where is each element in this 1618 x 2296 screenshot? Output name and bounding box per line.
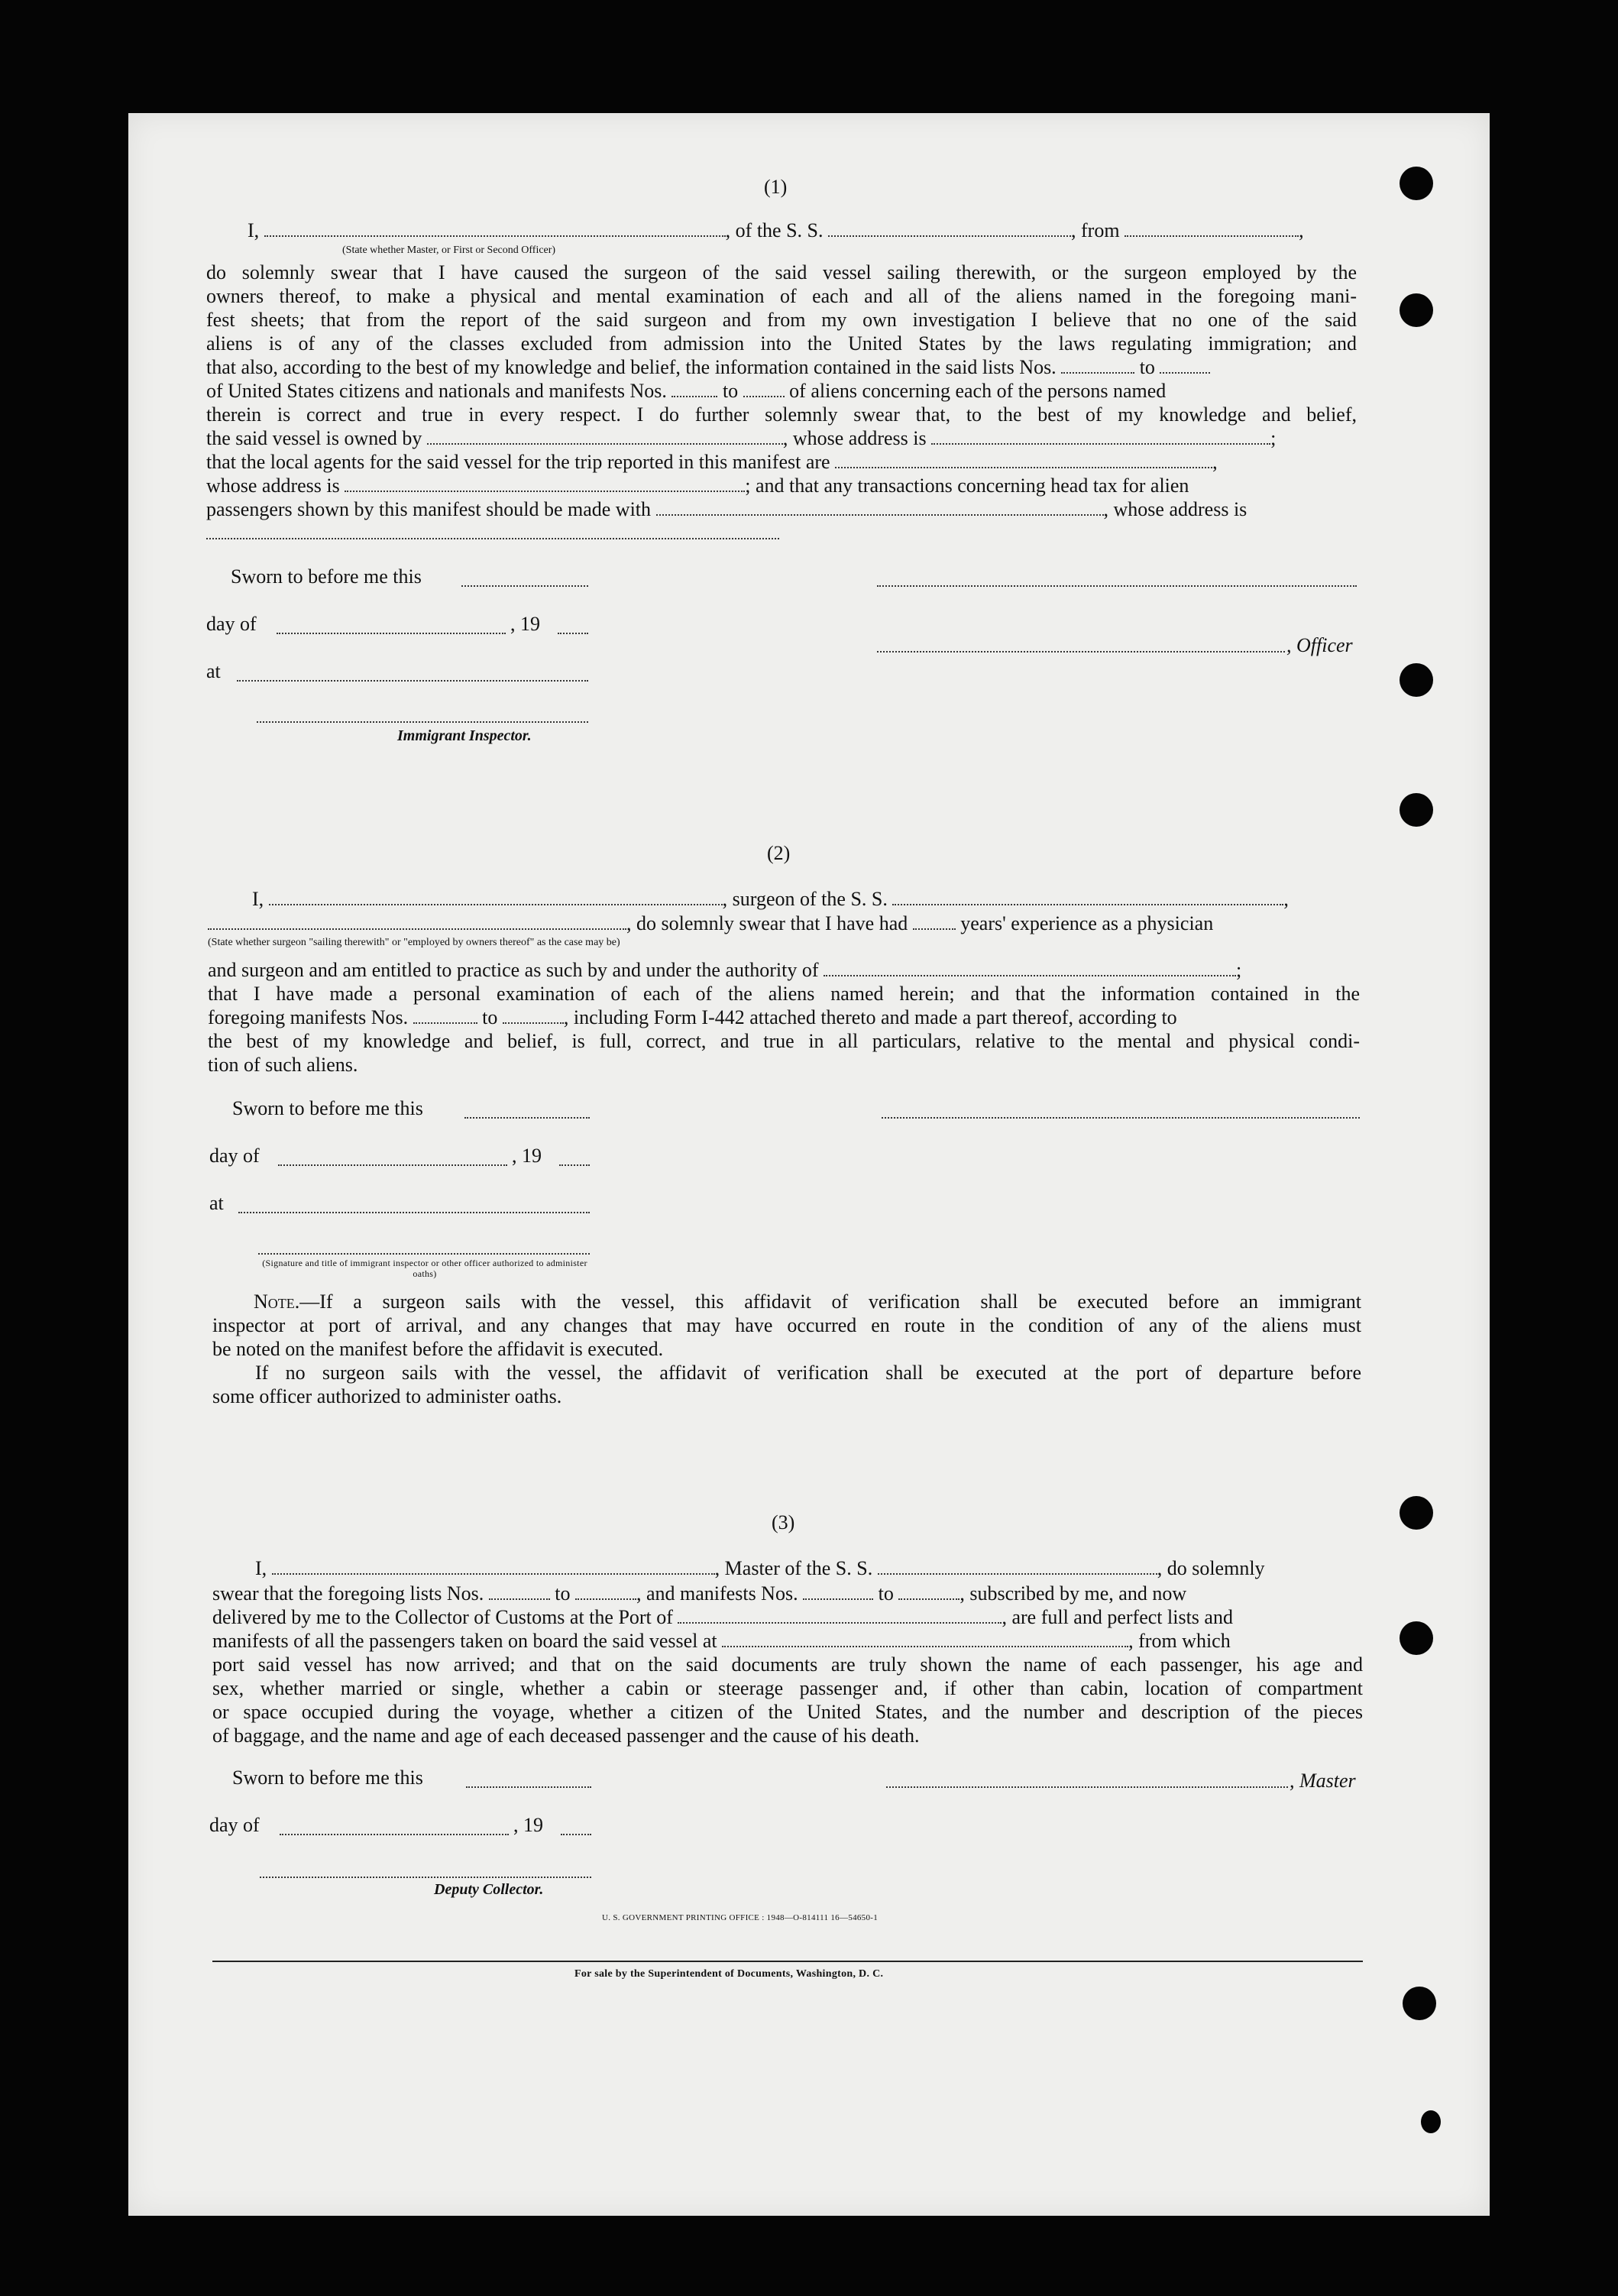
body-line-port: delivered by me to the Collector of Customs at the Port of , are full and perfect lists and [212,1606,1233,1628]
manifests-to-field-3[interactable] [898,1585,959,1600]
punch-hole [1421,2110,1441,2133]
port-field[interactable] [678,1608,1002,1624]
lists-to-field-3[interactable] [575,1585,636,1600]
inspector-label: Immigrant Inspector. [397,727,532,744]
body-line-lists: that also, according to the best of my knowledge and belief, the information contained in the said lists Nos. to [206,355,1357,379]
sworn-date-field-3[interactable] [466,1786,591,1788]
section-1-number: (1) [764,176,788,198]
section-1-line-1: I, , of the S. S. , from , [248,219,1304,241]
surgeon-name-field[interactable] [269,890,723,905]
collector-signature-line[interactable] [260,1877,591,1878]
at-place-field-1[interactable] [237,680,588,682]
head-tax-agent-field[interactable] [656,500,1104,516]
section-3-number: (3) [772,1511,795,1533]
day-of-label-1: day of [206,613,257,635]
body-line-boarded: manifests of all the passengers taken on board the said vessel at , from which [212,1630,1231,1652]
body-line-lists: swear that the foregoing lists Nos. to , and manifests Nos. to , subscribed by me, and now [212,1582,1187,1605]
master-signature-line[interactable] [886,1786,1288,1788]
month-field-3[interactable] [280,1834,509,1835]
day-of-label-2: day of [209,1145,260,1167]
officer-signature-line-1[interactable] [877,585,1357,587]
month-field-2[interactable] [278,1164,507,1166]
year-label-3: , 19 [513,1814,543,1836]
year-field-2[interactable] [559,1164,590,1166]
owner-field[interactable] [427,429,783,445]
year-field-3[interactable] [561,1834,591,1835]
surgeon-hint: (State whether surgeon "sailing therewith" or "employed by owners thereof" as the case may be) [208,937,620,948]
note-line: be noted on the manifest before the affidavit is executed. [212,1338,664,1360]
body-line-owner: the said vessel is owned by , whose address is ; [206,427,1277,449]
section-3-line-1: I, , Master of the S. S. , do solemnly [255,1557,1265,1579]
section-2-note [212,1290,1361,1408]
officer-label: , Officer [1286,634,1353,656]
label-from: , from [1071,219,1120,241]
body-line: tion of such aliens. [208,1054,358,1076]
vessel-name-field[interactable] [828,222,1071,237]
note-line: If no surgeon sails with the vessel, the affidavit of verification shall be executed at the port of departure before [255,1362,1361,1384]
manifests-from-field-2[interactable] [413,1009,477,1024]
surgeon-vessel-field[interactable] [892,890,1283,905]
punch-hole [1400,1621,1433,1655]
lists-to-field[interactable] [1160,358,1210,374]
body-line: owners thereof, to make a physical and mental examination of each and all of the aliens named in the foregoing mani- [206,285,1357,307]
manifests-from-field[interactable] [671,382,717,397]
body-line-authority: and surgeon and am entitled to practice as such by and under the authority of ; [208,959,1242,981]
master-name-field[interactable] [272,1559,715,1575]
at-place-field-2[interactable] [238,1212,590,1213]
sworn-label-3: Sworn to before me this [232,1767,423,1789]
at-label-2: at [209,1192,224,1214]
sworn-date-field-1[interactable] [461,585,588,587]
section-1-body [206,261,1357,521]
footer-rule [212,1961,1363,1962]
punch-hole [1403,1987,1436,2020]
years-experience-field[interactable] [913,915,956,930]
sworn-date-field-2[interactable] [464,1117,590,1119]
punch-hole [1400,793,1433,827]
body-line: do solemnly swear that I have caused the surgeon of the said vessel sailing therewith, or the surgeon employed by the [206,261,1357,283]
lists-from-field[interactable] [1061,358,1134,374]
section-2-line-1: I, , surgeon of the S. S. , [252,888,1289,910]
punch-hole [1400,167,1433,200]
body-line: port said vessel has now arrived; and that on the said documents are truly shown the name of each passenger, his age and [212,1653,1363,1676]
body-line: the best of my knowledge and belief, is full, correct, and true in all particulars, relative to the mental and physical condi- [208,1030,1360,1052]
surgeon-signature-line[interactable] [882,1117,1360,1119]
body-line-agents: that the local agents for the said vessel for the trip reported in this manifest are , [206,451,1218,473]
body-line-agent-address: whose address is ; and that any transactions concerning head tax for alien [206,474,1189,497]
body-line: of baggage, and the name and age of each deceased passenger and the cause of his death. [212,1724,920,1747]
administering-officer-signature-line[interactable] [258,1253,590,1255]
body-line: aliens is of any of the classes excluded from admission into the United States by the laws regulating immigration; and [206,332,1357,355]
head-tax-address-field[interactable] [206,538,779,539]
from-port-field[interactable] [1125,222,1299,237]
body-line: fest sheets; that from the report of the said surgeon and from my own investigation I believe that no one of the said [206,309,1357,331]
punch-hole [1400,293,1433,327]
note-line: some officer authorized to administer oaths. [212,1385,562,1407]
collector-label: Deputy Collector. [434,1881,544,1898]
signature-hint: (Signature and title of immigrant inspector or other officer authorized to administer oaths) [262,1258,587,1279]
year-field-1[interactable] [558,633,588,634]
section-2-line-2: , do solemnly swear that I have had years' experience as a physician [208,912,1361,935]
authority-field[interactable] [824,961,1236,976]
month-field-1[interactable] [277,633,506,634]
year-label-2: , 19 [512,1145,542,1167]
surgeon-status-field[interactable] [208,915,626,930]
body-line: or space occupied during the voyage, whether a citizen of the United States, and the number and description of the pieces [212,1701,1363,1723]
body-line-head-tax: passengers shown by this manifest should be made with , whose address is [206,498,1247,520]
master-vessel-field[interactable] [878,1559,1157,1575]
body-line-manifests: foregoing manifests Nos. to , including Form I-442 attached thereto and made a part thereof, according to [208,1006,1177,1028]
label-of-ss: , of the S. S. [725,219,824,241]
note-line-1: Note.—If a surgeon sails with the vessel, this affidavit of verification shall be executed before an immigrant [254,1290,1361,1313]
punch-hole [1400,1496,1433,1530]
officer-name-field[interactable] [264,222,726,237]
inspector-signature-line[interactable] [257,721,588,723]
owner-address-field[interactable] [931,429,1270,445]
gpo-imprint: U. S. GOVERNMENT PRINTING OFFICE : 1948—O-814111 16—54650-1 [602,1913,879,1922]
manifests-to-field-2[interactable] [503,1009,564,1024]
note-line: inspector at port of arrival, and any changes that may have occurred en route in the condition of any of the aliens must [212,1314,1361,1336]
section-3-body [212,1582,1363,1747]
agents-field[interactable] [835,453,1212,468]
sworn-label-2: Sworn to before me this [232,1097,423,1119]
label-i: I, [248,219,260,241]
lists-from-field-3[interactable] [489,1585,550,1600]
agent-address-field[interactable] [345,477,745,492]
day-of-label-3: day of [209,1814,260,1836]
body-line: sex, whether married or single, whether a cabin or steerage passenger and, if other than cabin, location of compartment [212,1677,1363,1699]
boarding-port-field[interactable] [722,1632,1128,1647]
sworn-label-1: Sworn to before me this [231,565,422,588]
officer-signature-line-2[interactable] [877,651,1285,653]
body-line-manifests: of United States citizens and nationals and manifests Nos. to of aliens concerning each of the persons named [206,380,1167,402]
manifests-to-field[interactable] [743,382,785,397]
body-line: that I have made a personal examination of each of the aliens named herein; and that the information contained in the [208,983,1360,1005]
at-label-1: at [206,660,221,682]
punch-hole [1400,663,1433,697]
section-2-number: (2) [767,842,791,864]
sale-notice: For sale by the Superintendent of Documents, Washington, D. C. [574,1968,884,1980]
section-2-body [208,958,1360,1077]
body-line: therein is correct and true in every respect. I do further solemnly swear that, to the best of my knowledge and belief, [206,403,1357,426]
year-label-1: , 19 [510,613,540,635]
officer-hint: (State whether Master, or First or Second Officer) [342,244,556,256]
manifests-from-field-3[interactable] [803,1585,873,1600]
master-label: , Master [1290,1770,1356,1792]
